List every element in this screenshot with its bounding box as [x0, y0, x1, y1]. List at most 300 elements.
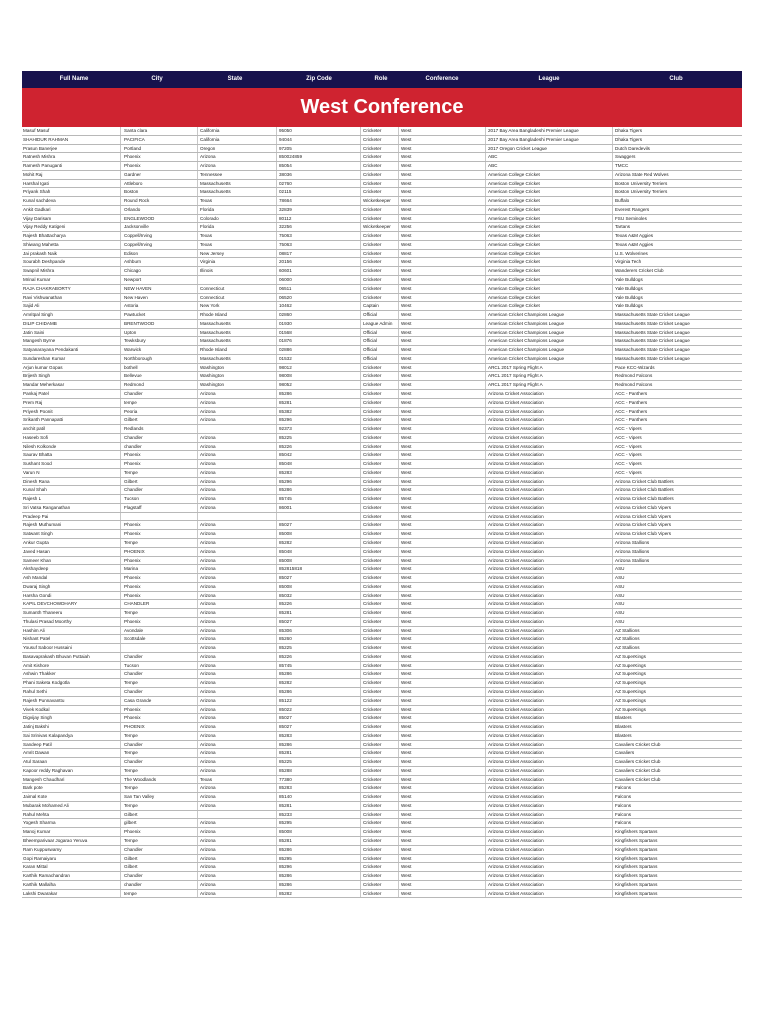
table-row	[22, 337, 742, 346]
cell-club: Blasters	[615, 732, 632, 738]
cell-role: Cricketer	[363, 373, 382, 379]
cell-zip-code: 85225	[279, 434, 292, 440]
table-row	[22, 145, 742, 154]
cell-state: Massachusetts	[200, 355, 231, 361]
cell-state: Arizona	[200, 750, 216, 756]
cell-league: American College Cricket	[488, 233, 540, 239]
cell-role: Cricketer	[363, 864, 382, 870]
cell-zip-code: 85042	[279, 452, 292, 458]
cell-state: Arizona	[200, 855, 216, 861]
cell-league: Arizona Cricket Association	[488, 426, 544, 432]
cell-club: Arizona Cricket Club Battlers	[615, 487, 674, 493]
cell-zip-code: 01568	[279, 329, 292, 335]
cell-zip-code: 85140	[279, 794, 292, 800]
table-row	[22, 679, 742, 688]
table-row	[22, 565, 742, 574]
cell-league: American College Cricket	[488, 277, 540, 283]
cell-state: Arizona	[200, 390, 216, 396]
table-row	[22, 802, 742, 811]
cell-full-name: Phani Saketa Kodgotla	[23, 680, 70, 686]
cell-city: Tempe	[124, 680, 138, 686]
cell-league: 2017 Bay Area Bangladeshi Premier League	[488, 128, 579, 133]
cell-city: San Tan Valley	[124, 794, 155, 800]
cell-club: ACC - Vipers	[615, 469, 642, 475]
cell-league: Arizona Cricket Association	[488, 390, 544, 396]
cell-conference: West	[401, 890, 412, 896]
cell-city: PACIFICA	[124, 136, 145, 142]
cell-conference: West	[401, 767, 412, 773]
cell-zip-code: 85008	[279, 531, 292, 537]
cell-state: Arizona	[200, 434, 216, 440]
cell-conference: West	[401, 750, 412, 756]
cell-club: TMCC	[615, 163, 629, 169]
cell-city: Warwick	[124, 347, 142, 353]
cell-full-name: Manoj Kumar	[23, 829, 51, 835]
table-row	[22, 443, 742, 452]
cell-zip-code: 85032	[279, 592, 292, 598]
cell-state: Arizona	[200, 443, 216, 449]
cell-city: Chandler	[124, 873, 143, 879]
cell-state: Florida	[200, 206, 215, 212]
cell-city: Phoenix	[124, 531, 141, 537]
cell-full-name: Bark pote	[23, 785, 43, 791]
cell-zip-code: 85226	[279, 601, 292, 607]
cell-conference: West	[401, 215, 412, 221]
cell-full-name: Ram Kuppuswamy	[23, 846, 62, 852]
cell-role: Cricketer	[363, 645, 382, 651]
cell-zip-code: 85008	[279, 829, 292, 835]
table-row	[22, 372, 742, 381]
cell-league: Arizona Cricket Association	[488, 548, 544, 554]
cell-state: Arizona	[200, 496, 216, 502]
table-row	[22, 644, 742, 653]
cell-city: Phoenix	[124, 575, 141, 581]
cell-city: Phoenix	[124, 715, 141, 721]
cell-league: Arizona Cricket Association	[488, 820, 544, 826]
cell-league: American College Cricket	[488, 250, 540, 256]
cell-league: Arizona Cricket Association	[488, 408, 544, 414]
cell-role: Cricketer	[363, 820, 382, 826]
cell-city: Boston	[124, 189, 139, 195]
cell-role: Cricketer	[363, 838, 382, 844]
cell-league: Arizona Cricket Association	[488, 531, 544, 537]
cell-conference: West	[401, 189, 412, 195]
cell-league: ARCL 2017 Spring Flight A	[488, 382, 543, 388]
cell-state: Arizona	[200, 706, 216, 712]
cell-conference: West	[401, 724, 412, 730]
cell-zip-code: 85048	[279, 461, 292, 467]
table-row	[22, 741, 742, 750]
cell-city: ENGLEWOOD	[124, 215, 155, 221]
cell-full-name: Ankit Gadkari	[23, 206, 51, 212]
cell-role: Cricketer	[363, 802, 382, 808]
cell-zip-code: 85382	[279, 408, 292, 414]
cell-full-name: Dinesh Rana	[23, 478, 50, 484]
cell-city: Ashburn	[124, 259, 142, 265]
cell-club: Kingfishers Spartans	[615, 829, 658, 835]
cell-role: Cricketer	[363, 531, 382, 537]
cell-club: ACC - Vipers	[615, 434, 642, 440]
table-row	[22, 890, 742, 899]
cell-state: New York	[200, 303, 220, 309]
table-row	[22, 732, 742, 741]
cell-city: Phoenix	[124, 706, 141, 712]
cell-full-name: Atul Saraan	[23, 759, 48, 765]
cell-state: Illinois	[200, 268, 213, 274]
cell-full-name: Nilesh Kolkonde	[23, 443, 57, 449]
cell-conference: West	[401, 785, 412, 791]
cell-zip-code: 97205	[279, 145, 292, 151]
cell-role: Cricketer	[363, 478, 382, 484]
cell-role: Cricketer	[363, 846, 382, 852]
cell-full-name: KAPIL DEVCHOWDHARY	[23, 601, 78, 607]
cell-conference: West	[401, 320, 412, 326]
cell-zip-code: 85027	[279, 724, 292, 730]
cell-league: ABC	[488, 154, 498, 160]
cell-state: Arizona	[200, 653, 216, 659]
cell-city: Edison	[124, 250, 139, 256]
cell-state: Arizona	[200, 618, 216, 624]
table-row	[22, 425, 742, 434]
cell-club: ACC - Panthers	[615, 417, 648, 423]
table-row	[22, 180, 742, 189]
cell-league: American College Cricket	[488, 180, 540, 186]
cell-city: Tempe	[124, 785, 138, 791]
cell-zip-code: 852815818	[279, 566, 302, 572]
cell-league: Arizona Cricket Association	[488, 610, 544, 616]
cell-city: Tempe	[124, 750, 138, 756]
cell-league: Arizona Cricket Association	[488, 838, 544, 844]
cell-role: Cricketer	[363, 136, 382, 142]
cell-club: AZ Stallions	[615, 627, 640, 633]
cell-league: Arizona Cricket Association	[488, 715, 544, 721]
cell-full-name: Rahul Mehta	[23, 811, 50, 817]
cell-full-name: Digvijay Singh	[23, 715, 53, 721]
cell-conference: West	[401, 548, 412, 554]
cell-state: Arizona	[200, 829, 216, 835]
cell-zip-code: 85283	[279, 732, 292, 738]
cell-state: Arizona	[200, 601, 216, 607]
cell-role: Cricketer	[363, 487, 382, 493]
cell-role: Cricketer	[363, 268, 382, 274]
cell-full-name: Basavaprakash Bhuvan Puttaiah	[23, 653, 90, 659]
cell-zip-code: 02860	[279, 312, 292, 318]
cell-club: Massachusetts State Cricket League	[615, 329, 690, 335]
cell-club: ACC - Panthers	[615, 408, 648, 414]
table-row	[22, 504, 742, 513]
cell-league: Arizona Cricket Association	[488, 487, 544, 493]
cell-club: Massachusetts State Cricket League	[615, 338, 690, 344]
table-row	[22, 706, 742, 715]
cell-state: Arizona	[200, 417, 216, 423]
cell-state: Texas	[200, 198, 212, 204]
table-row	[22, 267, 742, 276]
cell-full-name: Rahul Sethi	[23, 689, 47, 694]
cell-club: ASU	[615, 592, 625, 598]
cell-league: American College Cricket	[488, 294, 540, 300]
cell-full-name: Harsha Gondi	[23, 592, 52, 598]
cell-league: Arizona Cricket Association	[488, 785, 544, 791]
cell-club: Arizona Cricket Club Vipers	[615, 513, 672, 519]
cell-conference: West	[401, 513, 412, 519]
cell-club: AZ SuperKings	[615, 671, 646, 677]
table-row	[22, 688, 742, 697]
cell-role: Cricketer	[363, 434, 382, 440]
cell-zip-code: 85282	[279, 539, 292, 545]
cell-state: Texas	[200, 241, 212, 247]
cell-state: Massachusetts	[200, 320, 231, 326]
cell-zip-code: 06520	[279, 294, 292, 300]
cell-zip-code: 06511	[279, 285, 292, 291]
cell-conference: West	[401, 382, 412, 388]
cell-full-name: Amit Kishore	[23, 662, 50, 668]
cell-club: Wanderers Cricket Club	[615, 268, 664, 274]
cell-league: Arizona Cricket Association	[488, 399, 544, 405]
cell-city: Phoenix	[124, 557, 141, 563]
cell-state: Massachusetts	[200, 180, 231, 186]
cell-zip-code: 85288	[279, 767, 292, 773]
cell-state: Arizona	[200, 767, 216, 773]
cell-club: ASU	[615, 618, 625, 624]
cell-club: Virginia Tech	[615, 259, 642, 265]
cell-city: chandler	[124, 881, 142, 887]
table-row	[22, 653, 742, 662]
cell-conference: West	[401, 583, 412, 589]
cell-city: New Haven	[124, 294, 148, 300]
cell-zip-code: 85282	[279, 890, 292, 896]
cell-city: The Woodlands	[124, 776, 157, 782]
cell-zip-code: 85022	[279, 706, 292, 712]
cell-role: Cricketer	[363, 732, 382, 738]
cell-conference: West	[401, 522, 412, 528]
cell-league: Arizona Cricket Association	[488, 741, 544, 747]
cell-city: NEW HAVEN	[124, 285, 152, 291]
cell-league: Arizona Cricket Association	[488, 566, 544, 572]
cell-state: California	[200, 136, 220, 142]
cell-conference: West	[401, 881, 412, 887]
table-row	[22, 285, 742, 294]
cell-club: Falcons	[615, 785, 632, 791]
cell-zip-code: 85226	[279, 653, 292, 659]
cell-conference: West	[401, 496, 412, 502]
cell-zip-code: 98008	[279, 373, 292, 379]
cell-city: Round Rock	[124, 198, 150, 204]
cell-role: Official	[363, 355, 377, 361]
cell-state: Arizona	[200, 680, 216, 686]
cell-role: Cricketer	[363, 592, 382, 598]
cell-conference: West	[401, 864, 412, 870]
cell-full-name: Mubarak Mohamed Ali	[23, 802, 69, 808]
cell-league: Arizona Cricket Association	[488, 496, 544, 502]
cell-full-name: Ratnesh Mishra	[23, 154, 56, 160]
cell-conference: West	[401, 689, 412, 694]
cell-conference: West	[401, 469, 412, 475]
cell-league: Arizona Cricket Association	[488, 469, 544, 475]
cell-league: Arizona Cricket Association	[488, 697, 544, 703]
cell-full-name: Karan Mittal	[23, 864, 48, 870]
cell-full-name: Prem Raj	[23, 399, 43, 405]
cell-league: American Cricket Champions League	[488, 320, 565, 326]
cell-club: ACC - Vipers	[615, 426, 642, 432]
cell-club: Falcons	[615, 820, 632, 826]
cell-city: Phoenix	[124, 592, 141, 598]
cell-role: Cricketer	[363, 364, 382, 370]
cell-city: Attleboro	[124, 180, 143, 186]
cell-state: Arizona	[200, 461, 216, 467]
cell-city: Redlands	[124, 426, 144, 432]
cell-state: Arizona	[200, 487, 216, 493]
cell-role: Cricketer	[363, 636, 382, 642]
cell-zip-code: 92373	[279, 426, 292, 432]
cell-full-name: Hashim Ali	[23, 627, 45, 633]
cell-conference: West	[401, 636, 412, 642]
cell-zip-code: 85226	[279, 443, 292, 449]
cell-conference: West	[401, 627, 412, 633]
cell-full-name: Rajesh Muthumani	[23, 522, 62, 528]
cell-role: League Admin	[363, 320, 393, 326]
table-row	[22, 197, 742, 206]
cell-city: tempe	[124, 890, 137, 896]
cell-full-name: Jatinj Bakshi	[23, 724, 49, 730]
cell-city: chandler	[124, 443, 142, 449]
cell-city: Phoenix	[124, 618, 141, 624]
table-row	[22, 434, 742, 443]
cell-club: ACC - Panthers	[615, 390, 648, 396]
cell-conference: West	[401, 294, 412, 300]
cell-conference: West	[401, 180, 412, 186]
cell-state: Arizona	[200, 548, 216, 554]
cell-city: Pawtucket	[124, 312, 146, 318]
cell-full-name: Akshaydeep	[23, 566, 49, 572]
cell-state: Arizona	[200, 557, 216, 563]
cell-role: Cricketer	[363, 750, 382, 756]
cell-full-name: Swapnil Mishra	[23, 268, 55, 274]
table-row	[22, 320, 742, 329]
cell-city: Tempe	[124, 469, 138, 475]
cell-city: Chicago	[124, 268, 141, 274]
cell-role: Cricketer	[363, 189, 382, 195]
cell-role: Cricketer	[363, 548, 382, 554]
cell-league: Arizona Cricket Association	[488, 689, 544, 694]
cell-league: American Cricket Champions League	[488, 355, 565, 361]
cell-full-name: DILIP CHIDAMB	[23, 320, 57, 326]
cell-club: Massachusetts State Cricket League	[615, 355, 690, 361]
table-row	[22, 784, 742, 793]
cell-conference: West	[401, 347, 412, 353]
cell-city: Tempe	[124, 610, 138, 616]
cell-club: AZ SuperKings	[615, 662, 646, 668]
cell-zip-code: 02115	[279, 189, 292, 195]
cell-zip-code: 78664	[279, 198, 292, 204]
cell-conference: West	[401, 224, 412, 230]
cell-league: Arizona Cricket Association	[488, 662, 544, 668]
table-row	[22, 232, 742, 241]
cell-zip-code: 85281	[279, 750, 292, 756]
cell-state: Arizona	[200, 645, 216, 651]
cell-role: Captain	[363, 303, 379, 309]
cell-role: Cricketer	[363, 583, 382, 589]
cell-club: Arizona Cricket Club Vipers	[615, 531, 672, 537]
table-row	[22, 451, 742, 460]
cell-role: Cricketer	[363, 785, 382, 791]
cell-conference: West	[401, 426, 412, 432]
cell-state: Arizona	[200, 846, 216, 852]
table-row	[22, 188, 742, 197]
cell-club: Kingfishers Spartans	[615, 855, 658, 861]
cell-conference: West	[401, 662, 412, 668]
cell-city: Jacksonville	[124, 224, 149, 230]
cell-city: Chandler	[124, 487, 143, 493]
cell-zip-code: 75063	[279, 233, 292, 239]
cell-league: Arizona Cricket Association	[488, 513, 544, 519]
table-row	[22, 521, 742, 530]
cell-city: Marina	[124, 566, 139, 572]
cell-city: Newport	[124, 277, 142, 283]
cell-role: Cricketer	[363, 890, 382, 896]
cell-role: Cricketer	[363, 706, 382, 712]
table-row	[22, 592, 742, 601]
table-row	[22, 171, 742, 180]
cell-state: Arizona	[200, 715, 216, 721]
cell-league: Arizona Cricket Association	[488, 461, 544, 467]
table-row	[22, 548, 742, 557]
cell-role: Cricketer	[363, 873, 382, 879]
cell-club: U.S. Wolverines	[615, 250, 648, 256]
cell-conference: West	[401, 478, 412, 484]
cell-league: American Cricket Champions League	[488, 338, 565, 344]
cell-zip-code: 85281	[279, 610, 292, 616]
cell-club: Massachusetts State Cricket League	[615, 320, 690, 326]
cell-club: Buffalo	[615, 198, 630, 204]
cell-state: Arizona	[200, 522, 216, 528]
cell-city: Gardner	[124, 171, 141, 177]
table-row	[22, 513, 742, 522]
cell-state: Oregon	[200, 145, 216, 151]
table-row	[22, 381, 742, 390]
cell-state: Arizona	[200, 408, 216, 414]
cell-role: Cricketer	[363, 689, 382, 694]
table-row	[22, 618, 742, 627]
cell-club: Cavaliers Cricket Club	[615, 776, 661, 782]
cell-conference: West	[401, 241, 412, 247]
table-row	[22, 364, 742, 373]
cell-full-name: Priyesh Poonit	[23, 408, 53, 414]
cell-conference: West	[401, 846, 412, 852]
table-row	[22, 153, 742, 162]
cell-full-name: Satwant Singh	[23, 531, 53, 537]
cell-city: Chandler	[124, 671, 143, 677]
cell-city: Phoenix	[124, 522, 141, 528]
cell-role: Cricketer	[363, 443, 382, 449]
cell-city: Orlando	[124, 206, 141, 212]
cell-club: ACC - Vipers	[615, 452, 642, 458]
cell-state: Arizona	[200, 864, 216, 870]
cell-full-name: Gopi Ramaiyaru	[23, 855, 57, 861]
cell-league: Arizona Cricket Association	[488, 802, 544, 808]
cell-full-name: Srikanth Pannapatti	[23, 417, 64, 423]
cell-zip-code: 85282	[279, 680, 292, 686]
cell-club: AZ Stallions	[615, 645, 640, 651]
cell-conference: West	[401, 811, 412, 817]
cell-club: ASU	[615, 575, 625, 581]
cell-full-name: Sajid Ali	[23, 303, 40, 309]
cell-role: Cricketer	[363, 855, 382, 861]
cell-zip-code: 85281	[279, 399, 292, 405]
cell-full-name: Karthik Ramachandran	[23, 873, 70, 879]
cell-full-name: Dwaraj Singh	[23, 583, 51, 589]
cell-club: Yale Bulldogs	[615, 277, 643, 283]
cell-club: Cavaliers Cricket Club	[615, 759, 661, 765]
